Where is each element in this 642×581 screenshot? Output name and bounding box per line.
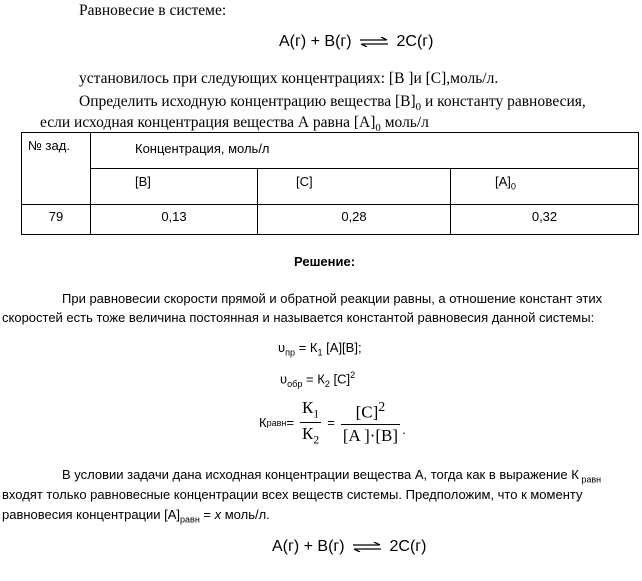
task-line-1-sub: 0	[415, 101, 422, 114]
v-forward-k-sub: 1	[317, 347, 323, 358]
cell-b	[91, 205, 258, 235]
v-backward-tail: [С]	[329, 371, 351, 387]
v-backward-k-sub: 2	[324, 378, 330, 389]
plus-sign-2: +	[303, 538, 313, 555]
reaction-equation	[279, 33, 433, 51]
header-c: [С]	[296, 174, 313, 189]
paragraph-2-line-1	[62, 467, 601, 485]
header-a-sub: 0	[510, 181, 516, 192]
concentration-fraction	[341, 400, 400, 446]
cell-c	[258, 205, 451, 235]
equilibrium-arrow-icon	[360, 37, 388, 47]
paragraph-1-line-1: При равновесии скорости прямой и обратной реакции равны, а отношение констант этих	[62, 291, 603, 306]
header-a-text: [А]	[495, 174, 511, 189]
cell-task	[22, 205, 91, 235]
c-squared-base: [C]	[355, 402, 379, 422]
k-eq-dot: .	[402, 422, 406, 438]
row-c: 0,28	[341, 209, 367, 224]
task-line-1	[79, 93, 586, 113]
paragraph-2-line-3-sub: равн	[180, 514, 200, 525]
header-b: [В]	[135, 174, 151, 189]
concentration-numerator	[341, 400, 400, 425]
paragraph-1-line-2: скоростей есть тоже величина постоянная и называется константой равновесия данной системы:	[2, 310, 595, 325]
header-task: № зад.	[28, 138, 70, 153]
product-c: 2С(г)	[396, 33, 434, 50]
equilibrium-constant-equation	[259, 398, 406, 448]
k1: К	[301, 398, 314, 417]
paragraph-2-line-3-a: равновесия концентрации [А]	[2, 507, 181, 522]
concentration-denominator: [A ]·[B]	[342, 425, 399, 445]
paragraph-2-line-3	[2, 507, 270, 525]
header-c-cell	[258, 169, 451, 205]
paragraph-2-line-3-c: моль/л.	[221, 507, 270, 522]
header-b-cell	[91, 169, 258, 205]
row-a: 0,32	[531, 209, 558, 224]
paragraph-2-line-1-text: В условии задачи дана исходная концентрации вещества А, тогда как в выражение К	[62, 467, 579, 482]
forward-rate-equation	[278, 340, 362, 358]
v-forward-rhs: = К	[295, 340, 318, 355]
task-line-2-tail: моль/л	[380, 114, 429, 131]
product-c-2: 2С(г)	[389, 538, 427, 555]
c-squared-exp: 2	[378, 400, 386, 416]
v-forward-tail: [А][В];	[322, 340, 362, 355]
k-eq-sub: равн	[266, 417, 287, 428]
equilibrium-label: Равновесие в системе:	[79, 2, 227, 19]
k-ratio-numerator	[300, 398, 321, 423]
backward-rate-equation	[280, 370, 355, 389]
k1-sub: 1	[313, 406, 320, 421]
k-ratio-fraction	[300, 398, 321, 448]
paragraph-2-line-3-x: х	[214, 507, 222, 522]
equilibrium-arrow-icon	[353, 542, 381, 552]
header-group-cell	[91, 133, 639, 169]
row-b: 0,13	[161, 209, 187, 224]
k-ratio-denominator	[300, 423, 321, 447]
concentration-table	[21, 132, 639, 235]
paragraph-2-line-1-sub: равн	[578, 474, 602, 485]
v-forward: υ	[278, 340, 286, 355]
conditions-line: установилось при следующих концентрациях: [В ]и [С],моль/л.	[79, 70, 499, 87]
reaction-equation-2	[272, 538, 426, 556]
reactant-b: В(г)	[324, 33, 352, 50]
paragraph-2-line-2: входят только равновесные концентрации всех веществ системы. Предположим, что к моменту	[2, 487, 583, 502]
paragraph-2-line-3-b: =	[199, 507, 215, 522]
v-backward-rhs: = К	[302, 371, 325, 387]
task-line-2-text: если исходная концентрация вещества А равна [А]	[40, 114, 376, 131]
v-backward-sup: 2	[350, 370, 356, 380]
header-group: Концентрация, моль/л	[135, 141, 270, 156]
row-task: 79	[48, 209, 64, 224]
cell-a	[451, 205, 639, 235]
k-eq-equals-2: =	[327, 415, 335, 431]
task-line-2-sub: 0	[375, 122, 381, 135]
task-line-1-text: Определить исходную концентрацию вещества [В]	[79, 93, 416, 110]
solution-heading: Решение:	[294, 254, 356, 269]
task-line-1-tail: и константу равновесия,	[421, 93, 586, 110]
k2: К	[301, 424, 314, 444]
header-a-cell	[451, 169, 639, 205]
header-task-cell	[22, 133, 91, 205]
v-backward-sub: обр	[287, 378, 303, 389]
header-a	[451, 169, 638, 192]
table-row	[22, 205, 639, 235]
k-eq-equals: =	[286, 415, 294, 431]
k2-sub: 2	[313, 432, 320, 447]
reactant-b-2: В(г)	[317, 538, 345, 555]
plus-sign: +	[310, 33, 320, 50]
v-forward-sub: пр	[285, 347, 296, 358]
reactant-a: А(г)	[279, 33, 307, 50]
reactant-a-2: А(г)	[272, 538, 300, 555]
k-eq-symbol: К	[259, 415, 267, 431]
v-backward: υ	[280, 371, 288, 387]
